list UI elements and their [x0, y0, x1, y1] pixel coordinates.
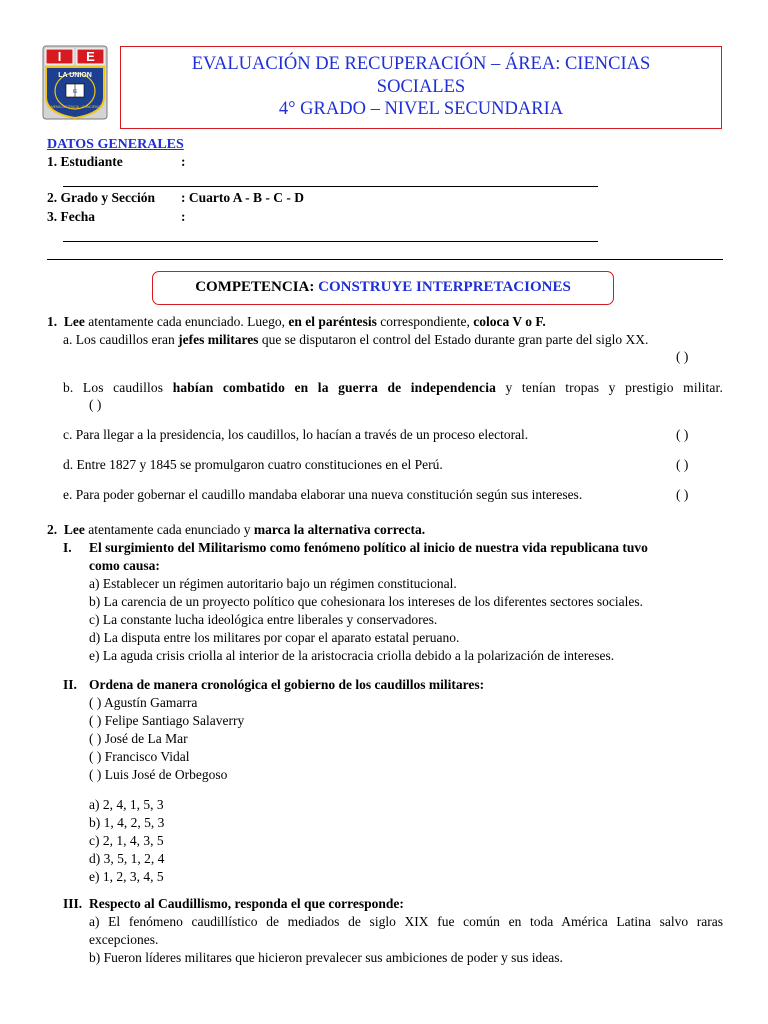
q2-iii-option-a-cont: excepciones.: [89, 932, 159, 947]
title-box: [120, 46, 722, 129]
date-label: 3. Fecha: [47, 209, 95, 224]
q2-ii-option-d[interactable]: d) 3, 5, 1, 2, 4: [89, 851, 165, 866]
q2-ii-name-3[interactable]: ( ) José de La Mar: [89, 731, 188, 746]
q2-ii-option-b[interactable]: b) 1, 4, 2, 5, 3: [89, 815, 165, 830]
q2-sub-i-heading-cont: como causa:: [89, 558, 160, 573]
student-line[interactable]: [63, 186, 598, 187]
q2-i-option-a[interactable]: a) Establecer un régimen autoritario bajo un régimen constitucional.: [89, 576, 457, 591]
q1-answer-a[interactable]: ( ): [676, 349, 689, 364]
student-label: 1. Estudiante: [47, 154, 123, 169]
q2-i-option-e[interactable]: e) La aguda crisis criolla al interior de la aristocracia criolla debido a la polarización de intereses.: [89, 648, 615, 663]
student-colon: :: [181, 154, 186, 169]
grade-label: 2. Grado y Sección: [47, 190, 155, 205]
q1-lee: Lee: [63, 314, 85, 329]
logo-motto: ALMENA DECENCIA · CONCIENCIA: [46, 105, 104, 109]
datos-generales-heading: DATOS GENERALES: [47, 137, 184, 152]
logo-letter-i: I: [57, 49, 62, 64]
logo-name: LA UNION: [58, 72, 92, 79]
date-line[interactable]: [63, 241, 598, 242]
q2-ii-name-2[interactable]: ( ) Felipe Santiago Salaverry: [89, 713, 245, 728]
title-line-1: EVALUACIÓN DE RECUPERACIÓN – ÁREA: CIENCIAS: [191, 54, 651, 74]
q1-number: 1.: [47, 314, 58, 329]
date-colon: :: [181, 209, 186, 224]
q2-i-option-b[interactable]: b) La carencia de un proyecto político que cohesionara los intereses de los diferentes sectores sociales.: [89, 594, 644, 609]
q1-item-e: e. Para poder gobernar el caudillo mandaba elaborar una nueva constitución según sus intereses.: [63, 487, 583, 502]
q2-iii-option-a[interactable]: a) El fenómeno caudillístico de mediados de siglo XIX fue común en toda América Latina salvo raras: [89, 914, 723, 929]
title-line-3: 4° GRADO – NIVEL SECUNDARIA: [278, 99, 564, 119]
logo-letter-e: E: [86, 49, 95, 64]
q1-item-b: b. Los caudillos habían combatido en la guerra de independencia y tenían tropas y prestigio militar.: [63, 380, 723, 395]
q2-i-option-c[interactable]: c) La constante lucha ideológica entre liberales y conservadores.: [89, 612, 438, 627]
school-logo: [42, 45, 108, 120]
q1-item-d: d. Entre 1827 y 1845 se promulgaron cuatro constituciones en el Perú.: [63, 457, 443, 472]
q2-sub-iii-heading: III. Respecto al Caudillismo, responda el que corresponde:: [63, 896, 404, 911]
q2-ii-option-a[interactable]: a) 2, 4, 1, 5, 3: [89, 797, 164, 812]
q2-number: 2.: [47, 522, 58, 537]
q1-answer-b[interactable]: ( ): [89, 397, 102, 412]
q2-ii-option-e[interactable]: e) 1, 2, 3, 4, 5: [89, 869, 164, 884]
q1-answer-c[interactable]: ( ): [676, 427, 689, 442]
q1-item-c: c. Para llegar a la presidencia, los caudillos, lo hacían a través de un proceso electoral.: [63, 427, 529, 442]
q2-ii-name-4[interactable]: ( ) Francisco Vidal: [89, 749, 190, 764]
competencia-label: COMPETENCIA:: [195, 279, 315, 295]
q2-iii-option-b[interactable]: b) Fueron líderes militares que hicieron prevalecer sus ambiciones de poder y sus ideas.: [89, 950, 563, 965]
competencia-box: [152, 271, 614, 305]
logo-book-text: IE: [72, 89, 78, 95]
q2-ii-name-5[interactable]: ( ) Luis José de Orbegoso: [89, 767, 228, 782]
competencia-value: CONSTRUYE INTERPRETACIONES: [318, 279, 571, 295]
q1-answer-e[interactable]: ( ): [676, 487, 689, 502]
q2-sub-i-heading: I. El surgimiento del Militarismo como fenómeno político al inicio de nuestra vida republicana tuvo: [63, 540, 648, 555]
q1-answer-d[interactable]: ( ): [676, 457, 689, 472]
section-divider: [47, 259, 723, 260]
q2-sub-ii-heading: II. Ordena de manera cronológica el gobierno de los caudillos militares:: [63, 677, 485, 692]
title-line-2: SOCIALES: [376, 76, 466, 97]
q2-ii-option-c[interactable]: c) 2, 1, 4, 3, 5: [89, 833, 164, 848]
q2-i-option-d[interactable]: d) La disputa entre los militares por copar el aparato estatal peruano.: [89, 630, 460, 645]
q1-item-a: a. Los caudillos eran jefes militares que se disputaron el control del Estado durante gran parte del siglo XX.: [63, 332, 649, 347]
q2-ii-name-1[interactable]: ( ) Agustín Gamarra: [89, 695, 198, 710]
question-2-instructions: 2. Lee atentamente cada enunciado y marca la alternativa correcta.: [47, 522, 426, 537]
grade-value: : Cuarto A - B - C - D: [181, 190, 304, 205]
question-1-instructions: 1. Lee atentamente cada enunciado. Luego, en el paréntesis correspondiente, coloca V o F.: [47, 314, 546, 329]
